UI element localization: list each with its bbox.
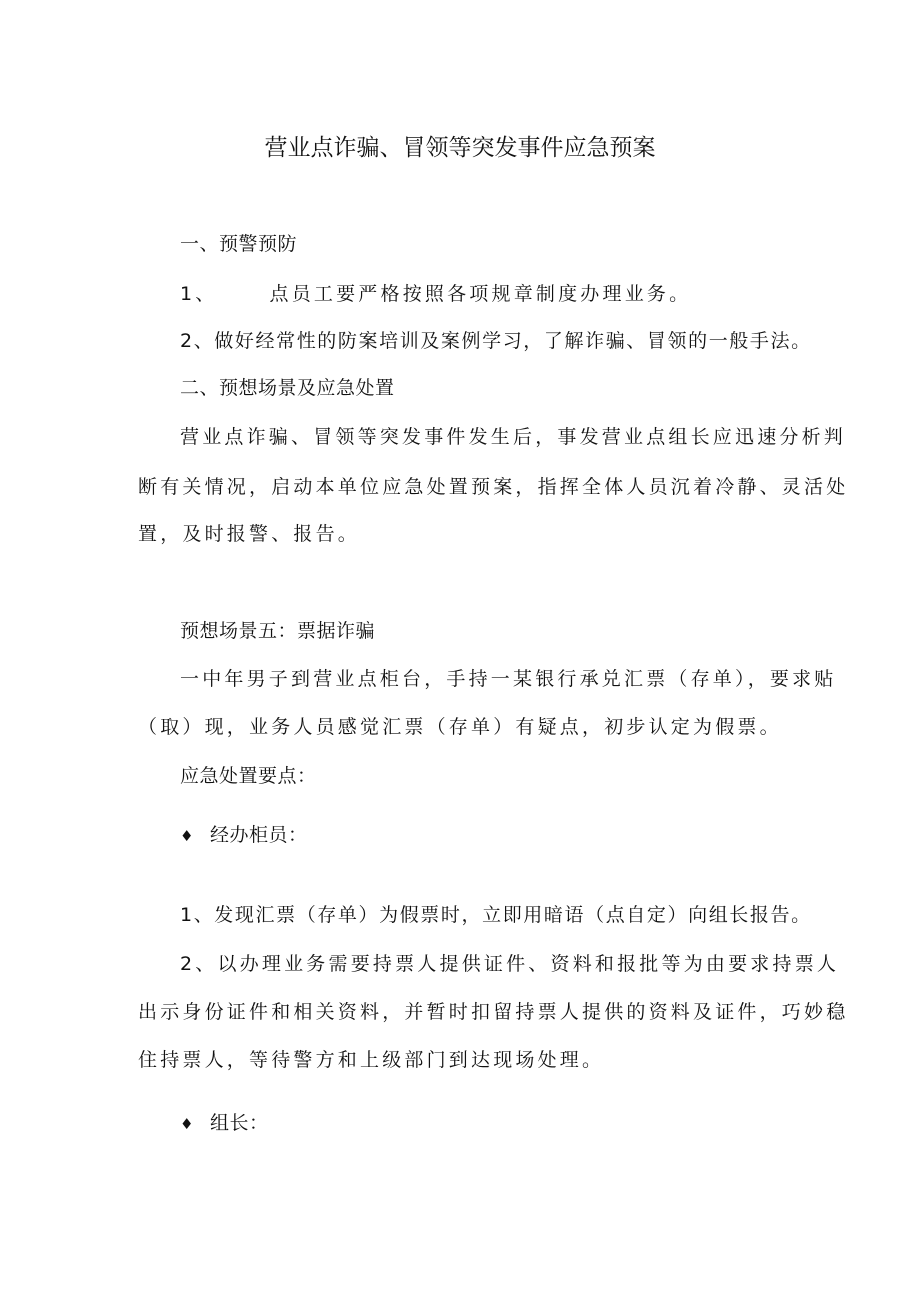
document-title: 营业点诈骗、冒领等突发事件应急预案 bbox=[264, 135, 656, 161]
section2-paragraph-line2: 断有关情况，启动本单位应急处置预案，指挥全体人员沉着冷静、灵活处 bbox=[138, 476, 849, 498]
diamond-bullet-icon: ♦ bbox=[180, 827, 194, 845]
section2-paragraph-line1: 营业点诈骗、冒领等突发事件发生后，事发营业点组长应迅速分析判 bbox=[180, 426, 847, 448]
scenario-description-line1: 一中年男子到营业点柜台，手持一某银行承兑汇票（存单），要求贴 bbox=[180, 668, 837, 690]
key-points-heading: 应急处置要点： bbox=[180, 765, 317, 787]
scenario-heading: 预想场景五：票据诈骗 bbox=[180, 620, 376, 642]
section1-item2: 2、做好经常性的防案培训及案例学习，了解诈骗、冒领的一般手法。 bbox=[180, 330, 812, 352]
section1-heading: 一、预警预防 bbox=[180, 233, 298, 255]
section1-item1 bbox=[180, 282, 691, 306]
teller-step1: 1、发现汇票（存单）为假票时，立即用暗语（点自定）向组长报告。 bbox=[180, 904, 812, 926]
teller-step2-line2: 出示身份证件和相关资料，并暂时扣留持票人提供的资料及证件，巧妙稳 bbox=[138, 1001, 849, 1023]
teller-heading bbox=[180, 823, 308, 848]
scenario-description-line2: （取）现，业务人员感觉汇票（存单）有疑点，初步认定为假票。 bbox=[138, 716, 782, 738]
leader-heading-text: 组长： bbox=[210, 1112, 269, 1134]
section1-item1-number: 1、 bbox=[180, 283, 218, 305]
teller-step2-line3: 住持票人，等待警方和上级部门到达现场处理。 bbox=[138, 1049, 605, 1071]
section2-heading: 二、预想场景及应急处置 bbox=[180, 377, 395, 399]
leader-heading bbox=[180, 1111, 269, 1136]
section2-paragraph-line3: 置，及时报警、报告。 bbox=[138, 523, 361, 545]
section1-item1-text: 点员工要严格按照各项规章制度办理业务。 bbox=[269, 283, 692, 305]
diamond-bullet-icon: ♦ bbox=[180, 1115, 194, 1133]
teller-step2-line1: 2、以办理业务需要持票人提供证件、资料和报批等为由要求持票人 bbox=[180, 953, 840, 975]
teller-heading-text: 经办柜员： bbox=[210, 824, 308, 846]
